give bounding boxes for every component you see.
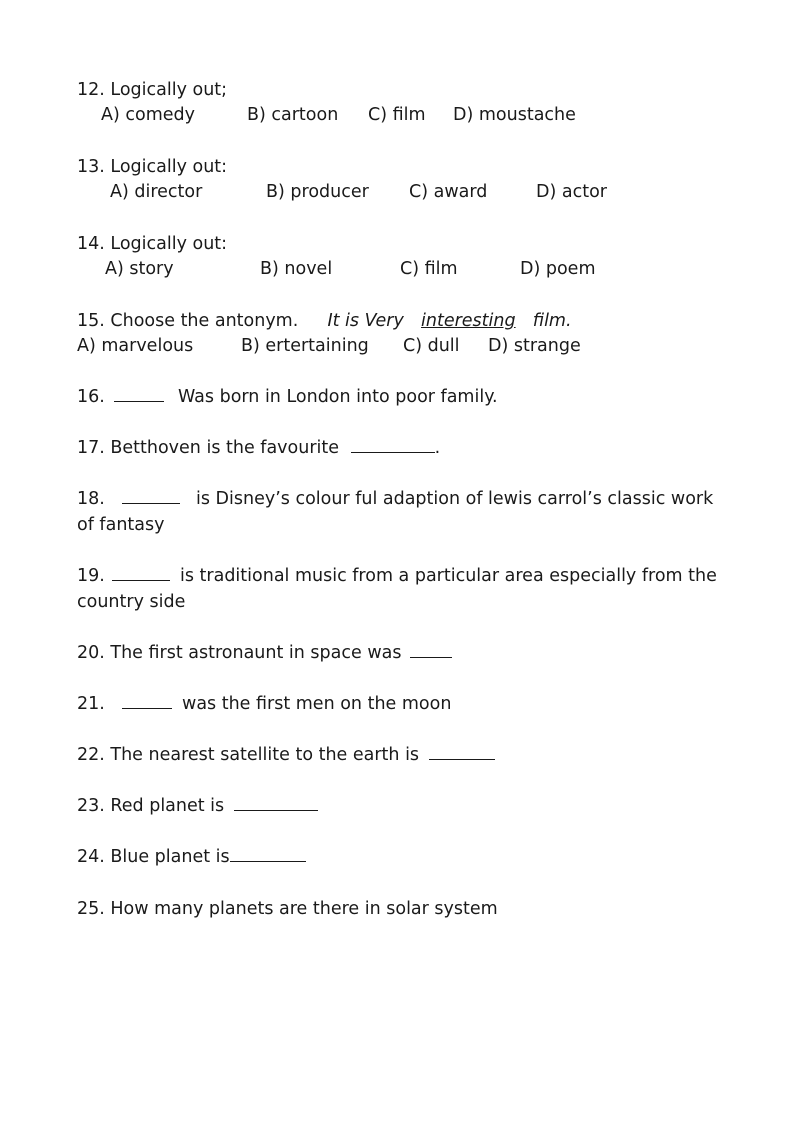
question-16-blank — [114, 387, 164, 402]
question-17-text: 17. Betthoven is the favourite — [77, 438, 340, 458]
question-16-text: Was born in London into poor family. — [178, 387, 498, 407]
question-22-blank — [429, 745, 495, 760]
question-18-continuation: of fantasy — [77, 515, 165, 535]
question-15-option-d: D) strange — [488, 336, 581, 356]
question-22 — [77, 743, 495, 767]
question-16-number: 16. — [77, 387, 105, 407]
question-19 — [77, 564, 717, 588]
question-20-blank — [410, 643, 452, 658]
question-15-stem — [77, 309, 572, 333]
question-24-text: 24. Blue planet is — [77, 847, 230, 867]
question-12-option-b: B) cartoon — [247, 105, 339, 125]
question-14-option-a: A) story — [105, 259, 174, 279]
question-12-option-c: C) film — [368, 105, 426, 125]
question-17-blank — [351, 438, 435, 453]
question-23-text: 23. Red planet is — [77, 796, 225, 816]
question-24-blank — [230, 847, 306, 862]
question-13-option-c: C) award — [409, 182, 488, 202]
question-24 — [77, 845, 306, 869]
question-14-option-c: C) film — [400, 259, 458, 279]
question-19-blank — [112, 566, 170, 581]
question-21 — [77, 692, 451, 716]
question-18 — [77, 487, 713, 511]
question-17 — [77, 436, 440, 460]
question-16 — [77, 385, 498, 409]
question-21-blank — [122, 694, 172, 709]
question-18-blank — [122, 489, 180, 504]
question-12-option-d: D) moustache — [453, 105, 576, 125]
question-13-option-b: B) producer — [266, 182, 369, 202]
question-20 — [77, 641, 452, 665]
question-13-stem: 13. Logically out: — [77, 157, 228, 177]
question-23-blank — [234, 796, 318, 811]
question-18-text: is Disney’s colour ful adaption of lewis carrol’s classic work — [196, 489, 714, 509]
question-14-option-b: B) novel — [260, 259, 333, 279]
question-13-option-a: A) director — [110, 182, 203, 202]
question-18-number: 18. — [77, 489, 105, 509]
question-21-number: 21. — [77, 694, 105, 714]
question-14-option-d: D) poem — [520, 259, 596, 279]
question-12-stem: 12. Logically out; — [77, 80, 228, 100]
question-15-option-c: C) dull — [403, 336, 460, 356]
question-14-stem: 14. Logically out: — [77, 234, 228, 254]
question-15-sentence-end: film. — [532, 311, 572, 331]
question-20-text: 20. The first astronaunt in space was — [77, 643, 402, 663]
question-19-continuation: country side — [77, 592, 186, 612]
question-23 — [77, 794, 318, 818]
question-15-option-b: B) ertertaining — [241, 336, 369, 356]
question-15-underlined-word: interesting — [421, 311, 516, 331]
question-15-option-a: A) marvelous — [77, 336, 194, 356]
question-22-text: 22. The nearest satellite to the earth is — [77, 745, 420, 765]
question-12-option-a: A) comedy — [101, 105, 195, 125]
question-15-prompt: 15. Choose the antonym. — [77, 311, 299, 331]
question-25: 25. How many planets are there in solar system — [77, 899, 498, 919]
question-21-text: was the first men on the moon — [182, 694, 452, 714]
question-15-sentence-start: It is Very — [327, 311, 404, 331]
question-19-text: is traditional music from a particular area especially from the — [180, 566, 717, 586]
question-13-option-d: D) actor — [536, 182, 607, 202]
question-17-end: . — [434, 438, 441, 458]
question-19-number: 19. — [77, 566, 105, 586]
